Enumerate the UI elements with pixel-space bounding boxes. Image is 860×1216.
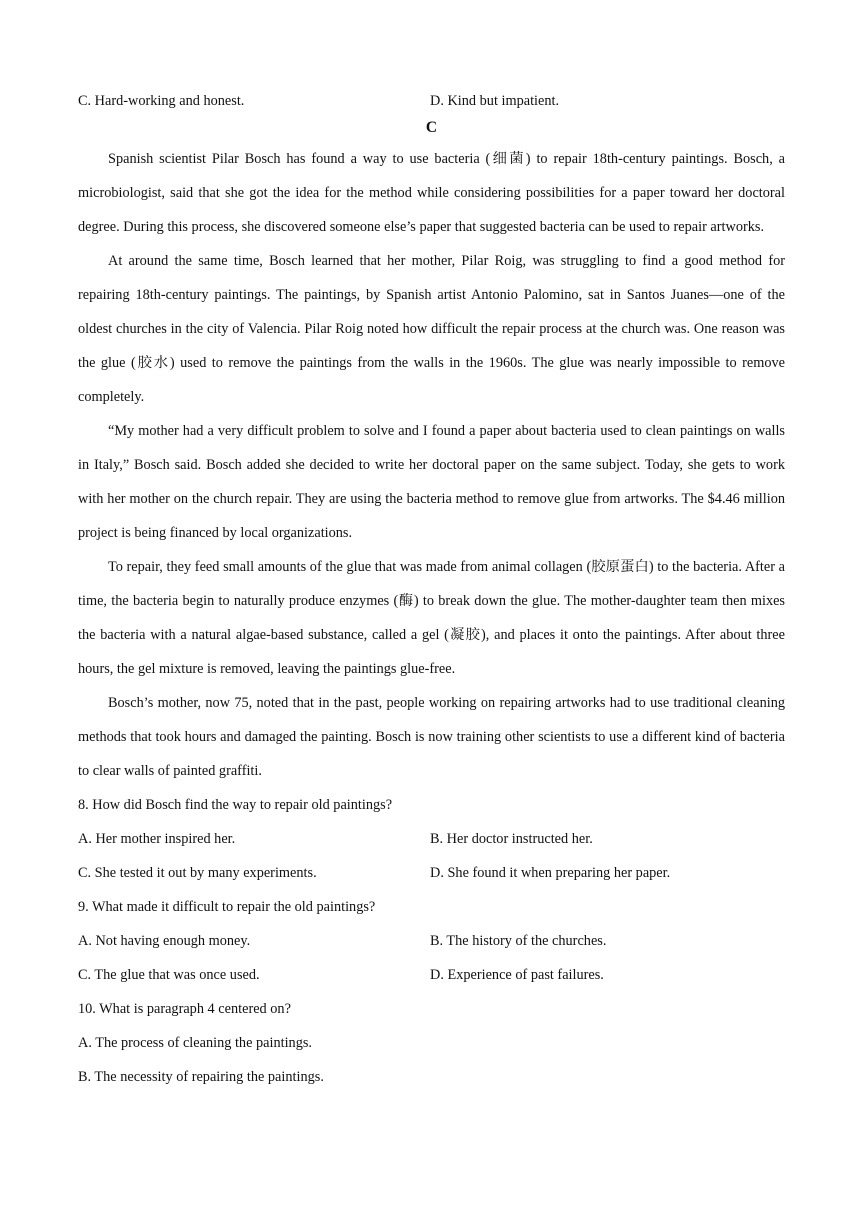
question-9-option-d[interactable]: D. Experience of past failures. [430, 967, 604, 983]
question-8-stem: 8. How did Bosch find the way to repair old paintings? [78, 797, 393, 813]
passage-paragraph-5: Bosch’s mother, now 75, noted that in the past, people working on repairing artworks had to use traditional cleaning methods that took hours and damaged the painting. Bosch is now training other scientists to use a different kind of bacteria to clear walls of painted graffiti. [78, 695, 785, 779]
question-8-option-a[interactable]: A. Her mother inspired her. [78, 831, 236, 847]
passage-paragraph-2: At around the same time, Bosch learned that her mother, Pilar Roig, was struggling to find a good method for repairing 18th-century paintings. The paintings, by Spanish artist Antonio Palomino, sat in Santos Juanes—one of the oldest churches in the city of Valencia. Pilar Roig noted how difficult the repair process at the church was. One reason was the glue (胶水) used to remove the paintings from the walls in the 1960s. The glue was nearly impossible to remove completely. [78, 253, 785, 405]
question-8-options-row-2 [78, 856, 785, 890]
passage-paragraph-1: Spanish scientist Pilar Bosch has found a way to use bacteria (细菌) to repair 18th-century paintings. Bosch, a microbiologist, said that she got the idea for the method while considering possibilities for a paper toward her doctoral degree. During this process, she discovered someone else’s paper that suggested bacteria can be used to repair artworks. [78, 151, 785, 235]
passage-paragraph-4: To repair, they feed small amounts of the glue that was made from animal collagen (胶原蛋白) to the bacteria. After a time, the bacteria begin to naturally produce enzymes (酶) to break down the glue. The mother-daughter team then mixes the bacteria with a natural algae-based substance, called a gel (凝胶), and places it onto the paintings. After about three hours, the gel mixture is removed, leaving the paintings glue-free. [78, 559, 785, 677]
question-9-stem: 9. What made it difficult to repair the old paintings? [78, 899, 376, 915]
question-9-option-b[interactable]: B. The history of the churches. [430, 933, 607, 949]
question-8-option-c[interactable]: C. She tested it out by many experiments. [78, 865, 317, 881]
question-10-stem: 10. What is paragraph 4 centered on? [78, 1001, 291, 1017]
section-title: C [425, 119, 438, 136]
passage-paragraph-3: “My mother had a very difficult problem to solve and I found a paper about bacteria used to clean paintings on walls in Italy,” Bosch said. Bosch added she decided to write her doctoral paper on the same subject. Today, she gets to work with her mother on the church repair. They are using the bacteria method to remove glue from artworks. The $4.46 million project is being financed by local organizations. [78, 423, 785, 541]
question-8-option-d[interactable]: D. She found it when preparing her paper. [430, 865, 671, 881]
question-10-option-b[interactable]: B. The necessity of repairing the paintings. [78, 1069, 324, 1085]
option-d[interactable]: D. Kind but impatient. [430, 93, 560, 109]
previous-question-options [78, 84, 785, 118]
question-8-option-b[interactable]: B. Her doctor instructed her. [430, 831, 593, 847]
question-9-options-row-2 [78, 958, 785, 992]
question-10-option-a[interactable]: A. The process of cleaning the paintings. [78, 1035, 312, 1051]
question-9-option-a[interactable]: A. Not having enough money. [78, 933, 251, 949]
option-c[interactable]: C. Hard-working and honest. [78, 93, 245, 109]
question-9-options-row-1 [78, 924, 785, 958]
question-8-options-row-1 [78, 822, 785, 856]
document-page [78, 84, 785, 1094]
question-9-option-c[interactable]: C. The glue that was once used. [78, 967, 260, 983]
